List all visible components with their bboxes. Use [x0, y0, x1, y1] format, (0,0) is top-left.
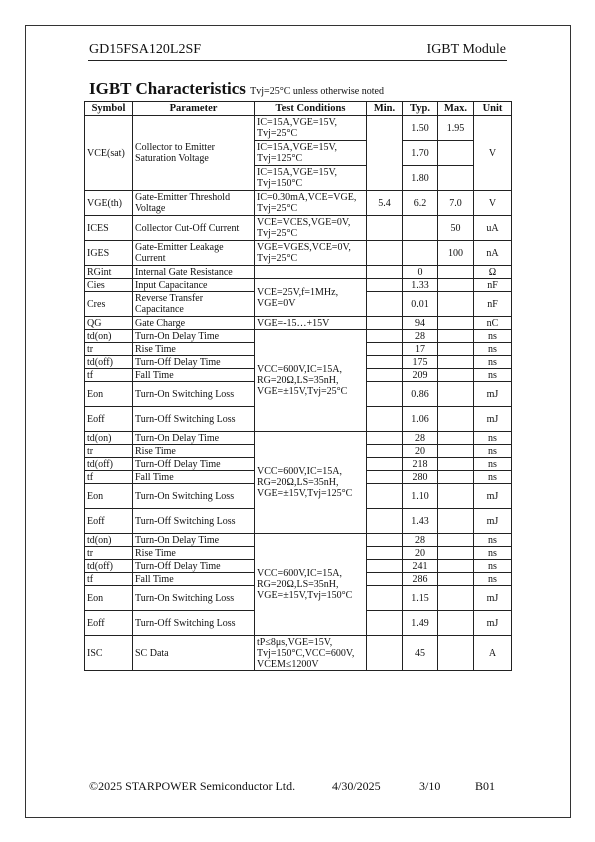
typ-cell: 1.06: [403, 407, 438, 432]
min-cell: [367, 432, 403, 445]
symbol-cell: Eoff: [85, 509, 133, 534]
parameter-cell: Gate-Emitter Leakage Current: [133, 241, 255, 266]
table-row: [85, 330, 512, 343]
min-cell: [367, 241, 403, 266]
typ-cell: 1.70: [403, 141, 438, 166]
condition-cell: tP≤8μs,VGE=15V, Tvj=150°C,VCC=600V, VCEM≤1200V: [255, 636, 367, 671]
symbol-cell: td(off): [85, 356, 133, 369]
symbol-cell: td(on): [85, 330, 133, 343]
max-cell: [438, 573, 474, 586]
parameter-cell: Internal Gate Resistance: [133, 266, 255, 279]
max-cell: [438, 509, 474, 534]
table-row: [85, 266, 512, 279]
condition-cell: IC=15A,VGE=15V, Tvj=150°C: [255, 166, 367, 191]
parameter-cell: Turn-On Switching Loss: [133, 382, 255, 407]
symbol-cell: Cies: [85, 279, 133, 292]
table-row: [85, 534, 512, 547]
symbol-cell: td(on): [85, 534, 133, 547]
unit-cell: ns: [474, 573, 512, 586]
section-title: [89, 79, 384, 99]
max-cell: [438, 266, 474, 279]
symbol-cell: ISC: [85, 636, 133, 671]
max-cell: [438, 560, 474, 573]
symbol-cell: td(off): [85, 458, 133, 471]
max-cell: [438, 330, 474, 343]
typ-cell: 0.86: [403, 382, 438, 407]
parameter-cell: Turn-On Delay Time: [133, 432, 255, 445]
typ-cell: 28: [403, 534, 438, 547]
unit-cell: ns: [474, 534, 512, 547]
max-cell: [438, 458, 474, 471]
min-cell: [367, 356, 403, 369]
parameter-cell: SC Data: [133, 636, 255, 671]
unit-cell: ns: [474, 356, 512, 369]
max-cell: [438, 343, 474, 356]
symbol-cell: Eon: [85, 382, 133, 407]
parameter-cell: Turn-Off Switching Loss: [133, 611, 255, 636]
table-row: [85, 191, 512, 216]
table-row: [85, 216, 512, 241]
typ-cell: 286: [403, 573, 438, 586]
max-cell: [438, 547, 474, 560]
module-type: IGBT Module: [426, 42, 506, 57]
symbol-cell: VGE(th): [85, 191, 133, 216]
typ-cell: 1.33: [403, 279, 438, 292]
max-cell: 50: [438, 216, 474, 241]
parameter-cell: Collector to Emitter Saturation Voltage: [133, 116, 255, 191]
condition-cell: IC=0.30mA,VCE=VGE, Tvj=25°C: [255, 191, 367, 216]
col-header-symbol: Symbol: [85, 102, 133, 116]
min-cell: 5.4: [367, 191, 403, 216]
typ-cell: 1.49: [403, 611, 438, 636]
min-cell: [367, 484, 403, 509]
typ-cell: 17: [403, 343, 438, 356]
unit-cell: Ω: [474, 266, 512, 279]
typ-cell: [403, 241, 438, 266]
max-cell: [438, 369, 474, 382]
footer-date: 4/30/2025: [332, 779, 381, 793]
condition-cell: [255, 266, 367, 279]
col-header-min: Min.: [367, 102, 403, 116]
parameter-cell: Rise Time: [133, 547, 255, 560]
unit-cell: V: [474, 191, 512, 216]
col-header-max: Max.: [438, 102, 474, 116]
unit-cell: V: [474, 116, 512, 191]
min-cell: [367, 279, 403, 292]
max-cell: [438, 382, 474, 407]
min-cell: [367, 382, 403, 407]
max-cell: [438, 636, 474, 671]
parameter-cell: Turn-Off Switching Loss: [133, 407, 255, 432]
symbol-cell: td(off): [85, 560, 133, 573]
max-cell: [438, 292, 474, 317]
max-cell: [438, 611, 474, 636]
max-cell: 7.0: [438, 191, 474, 216]
max-cell: 100: [438, 241, 474, 266]
typ-cell: 28: [403, 330, 438, 343]
parameter-cell: Rise Time: [133, 445, 255, 458]
max-cell: [438, 471, 474, 484]
typ-cell: 218: [403, 458, 438, 471]
typ-cell: 20: [403, 547, 438, 560]
max-cell: [438, 356, 474, 369]
section-title-text: IGBT Characteristics: [89, 79, 246, 98]
min-cell: [367, 560, 403, 573]
parameter-cell: Gate Charge: [133, 317, 255, 330]
parameter-cell: Turn-Off Delay Time: [133, 356, 255, 369]
condition-cell: VGE=-15…+15V: [255, 317, 367, 330]
symbol-cell: QG: [85, 317, 133, 330]
symbol-cell: Cres: [85, 292, 133, 317]
symbol-cell: ICES: [85, 216, 133, 241]
typ-cell: 94: [403, 317, 438, 330]
min-cell: [367, 611, 403, 636]
symbol-cell: Eon: [85, 484, 133, 509]
max-cell: [438, 279, 474, 292]
symbol-cell: VCE(sat): [85, 116, 133, 191]
min-cell: [367, 216, 403, 241]
unit-cell: ns: [474, 432, 512, 445]
unit-cell: ns: [474, 330, 512, 343]
parameter-cell: Turn-On Delay Time: [133, 330, 255, 343]
table-row: [85, 317, 512, 330]
min-cell: [367, 534, 403, 547]
typ-cell: 20: [403, 445, 438, 458]
unit-cell: ns: [474, 458, 512, 471]
unit-cell: ns: [474, 560, 512, 573]
condition-cell: VCE=25V,f=1MHz, VGE=0V: [255, 279, 367, 317]
symbol-cell: IGES: [85, 241, 133, 266]
typ-cell: 6.2: [403, 191, 438, 216]
min-cell: [367, 509, 403, 534]
table-row: [85, 279, 512, 292]
part-number: GD15FSA120L2SF: [89, 42, 202, 57]
min-cell: [367, 586, 403, 611]
col-header-test-conditions: Test Conditions: [255, 102, 367, 116]
footer-page-number: 3/10: [419, 779, 441, 793]
symbol-cell: td(on): [85, 432, 133, 445]
max-cell: [438, 407, 474, 432]
symbol-cell: tf: [85, 369, 133, 382]
section-note: Tvj=25°C unless otherwise noted: [250, 86, 384, 97]
condition-cell: VCE=VCES,VGE=0V, Tvj=25°C: [255, 216, 367, 241]
typ-cell: 209: [403, 369, 438, 382]
symbol-cell: RGint: [85, 266, 133, 279]
condition-cell: VCC=600V,IC=15A, RG=20Ω,LS=35nH, VGE=±15V,Tvj=125°C: [255, 432, 367, 534]
symbol-cell: tr: [85, 445, 133, 458]
typ-cell: [403, 216, 438, 241]
min-cell: [367, 343, 403, 356]
unit-cell: mJ: [474, 509, 512, 534]
unit-cell: nC: [474, 317, 512, 330]
unit-cell: ns: [474, 547, 512, 560]
parameter-cell: Turn-Off Delay Time: [133, 560, 255, 573]
unit-cell: mJ: [474, 382, 512, 407]
max-cell: [438, 141, 474, 166]
min-cell: [367, 458, 403, 471]
typ-cell: 1.80: [403, 166, 438, 191]
footer-copyright: ©2025 STARPOWER Semiconductor Ltd.: [89, 779, 296, 793]
parameter-cell: Input Capacitance: [133, 279, 255, 292]
unit-cell: uA: [474, 216, 512, 241]
min-cell: [367, 445, 403, 458]
symbol-cell: tf: [85, 471, 133, 484]
min-cell: [367, 292, 403, 317]
condition-cell: IC=15A,VGE=15V, Tvj=25°C: [255, 116, 367, 141]
max-cell: 1.95: [438, 116, 474, 141]
unit-cell: nA: [474, 241, 512, 266]
table-header-row: [85, 102, 512, 116]
typ-cell: 0.01: [403, 292, 438, 317]
typ-cell: 28: [403, 432, 438, 445]
min-cell: [367, 573, 403, 586]
max-cell: [438, 445, 474, 458]
min-cell: [367, 636, 403, 671]
typ-cell: 280: [403, 471, 438, 484]
typ-cell: 241: [403, 560, 438, 573]
table-row: [85, 241, 512, 266]
parameter-cell: Fall Time: [133, 369, 255, 382]
parameter-cell: Fall Time: [133, 471, 255, 484]
col-header-typ: Typ.: [403, 102, 438, 116]
footer-revision: B01: [475, 779, 496, 793]
min-cell: [367, 330, 403, 343]
parameter-cell: Fall Time: [133, 573, 255, 586]
condition-cell: VGE=VGES,VCE=0V, Tvj=25°C: [255, 241, 367, 266]
table-row: [85, 116, 512, 141]
min-cell: [367, 369, 403, 382]
condition-cell: IC=15A,VGE=15V, Tvj=125°C: [255, 141, 367, 166]
typ-cell: 1.15: [403, 586, 438, 611]
min-cell: [367, 471, 403, 484]
min-cell: [367, 547, 403, 560]
parameter-cell: Turn-On Delay Time: [133, 534, 255, 547]
min-cell: [367, 266, 403, 279]
parameter-cell: Turn-Off Delay Time: [133, 458, 255, 471]
max-cell: [438, 166, 474, 191]
max-cell: [438, 317, 474, 330]
symbol-cell: tf: [85, 573, 133, 586]
condition-cell: VCC=600V,IC=15A, RG=20Ω,LS=35nH, VGE=±15V,Tvj=25°C: [255, 330, 367, 432]
min-cell: [367, 317, 403, 330]
typ-cell: 1.10: [403, 484, 438, 509]
unit-cell: mJ: [474, 611, 512, 636]
unit-cell: nF: [474, 279, 512, 292]
typ-cell: 0: [403, 266, 438, 279]
unit-cell: A: [474, 636, 512, 671]
col-header-unit: Unit: [474, 102, 512, 116]
unit-cell: nF: [474, 292, 512, 317]
unit-cell: ns: [474, 369, 512, 382]
condition-cell: VCC=600V,IC=15A, RG=20Ω,LS=35nH, VGE=±15V,Tvj=150°C: [255, 534, 367, 636]
typ-cell: 45: [403, 636, 438, 671]
typ-cell: 1.50: [403, 116, 438, 141]
max-cell: [438, 534, 474, 547]
unit-cell: mJ: [474, 586, 512, 611]
unit-cell: ns: [474, 471, 512, 484]
symbol-cell: tr: [85, 547, 133, 560]
typ-cell: 1.43: [403, 509, 438, 534]
unit-cell: ns: [474, 343, 512, 356]
symbol-cell: Eon: [85, 586, 133, 611]
header-rule: [88, 60, 507, 61]
unit-cell: ns: [474, 445, 512, 458]
parameter-cell: Reverse Transfer Capacitance: [133, 292, 255, 317]
symbol-cell: Eoff: [85, 611, 133, 636]
max-cell: [438, 484, 474, 509]
parameter-cell: Rise Time: [133, 343, 255, 356]
symbol-cell: Eoff: [85, 407, 133, 432]
unit-cell: mJ: [474, 484, 512, 509]
min-cell: [367, 407, 403, 432]
parameter-cell: Gate-Emitter Threshold Voltage: [133, 191, 255, 216]
parameter-cell: Turn-Off Switching Loss: [133, 509, 255, 534]
min-cell: [367, 116, 403, 191]
parameter-cell: Collector Cut-Off Current: [133, 216, 255, 241]
igbt-characteristics-table: [84, 101, 512, 671]
table-row: [85, 636, 512, 671]
unit-cell: mJ: [474, 407, 512, 432]
parameter-cell: Turn-On Switching Loss: [133, 484, 255, 509]
col-header-parameter: Parameter: [133, 102, 255, 116]
max-cell: [438, 432, 474, 445]
max-cell: [438, 586, 474, 611]
parameter-cell: Turn-On Switching Loss: [133, 586, 255, 611]
symbol-cell: tr: [85, 343, 133, 356]
typ-cell: 175: [403, 356, 438, 369]
table-row: [85, 432, 512, 445]
